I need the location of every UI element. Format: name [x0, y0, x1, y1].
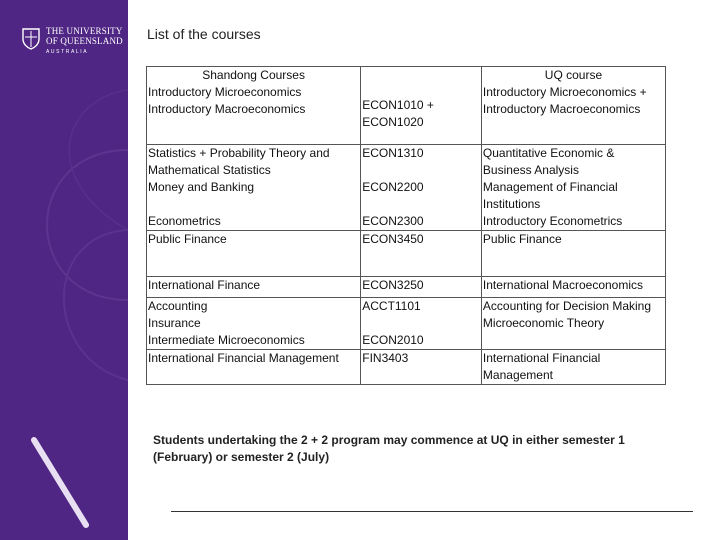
- uq-course: Quantitative Economic & Business Analysis: [482, 146, 615, 177]
- code-cell: [361, 213, 482, 231]
- header-uq: UQ course: [481, 67, 665, 85]
- course-code: ECON1310: [362, 146, 424, 160]
- logo-line-2: OF QUEENSLAND: [46, 36, 123, 46]
- logo-wordmark: [46, 26, 123, 46]
- shandong-course: Public Finance: [148, 232, 227, 246]
- uq-course: International Financial Management: [482, 351, 601, 382]
- table-row: [147, 145, 666, 214]
- course-code: ECON2200: [362, 180, 424, 194]
- uq-course: Public Finance: [482, 232, 562, 246]
- shandong-course: Accounting: [148, 299, 208, 313]
- code-cell: [361, 145, 482, 214]
- shandong-course: Introductory Microeconomics: [148, 85, 302, 99]
- course-code: ECON3450: [362, 232, 424, 246]
- code-cell: [361, 350, 482, 385]
- shandong-course: Statistics + Probability Theory and Mathematical Statistics: [148, 146, 330, 177]
- uq-course: Microeconomic Theory: [482, 316, 605, 330]
- course-code: FIN3403: [362, 351, 409, 365]
- header-shandong: Shandong Courses: [147, 67, 361, 85]
- sidebar-band: [0, 0, 128, 540]
- shandong-course: International Finance: [148, 278, 261, 292]
- uq-logo: [22, 26, 122, 60]
- code-cell: [361, 231, 482, 277]
- shandong-cell: [147, 84, 361, 145]
- uq-cell: [481, 84, 665, 145]
- table-row: [147, 213, 666, 231]
- uq-course: Introductory Microeconomics +: [482, 85, 647, 99]
- shandong-cell: [147, 298, 361, 350]
- course-code: ECON3250: [362, 278, 424, 292]
- table-row: [147, 350, 666, 385]
- course-code: ECON1010 +: [362, 98, 434, 112]
- uq-course: Introductory Econometrics: [482, 214, 623, 228]
- program-note: Students undertaking the 2 + 2 program may commence at UQ in either semester 1 (February) or semester 2 (July): [153, 433, 625, 464]
- shandong-course: Econometrics: [148, 214, 221, 228]
- crest-icon: [22, 28, 40, 50]
- shandong-course: International Financial Management: [148, 351, 339, 365]
- code-cell: [361, 298, 482, 350]
- uq-course: Management of Financial Institutions: [482, 180, 618, 211]
- table-row: [147, 277, 666, 298]
- shandong-cell: [147, 145, 361, 214]
- uq-cell: [481, 213, 665, 231]
- code-cell: [361, 277, 482, 298]
- shandong-cell: [147, 350, 361, 385]
- logo-line-1: THE UNIVERSITY: [46, 26, 123, 36]
- uq-course: Accounting for Decision Making: [482, 299, 652, 313]
- course-code: ACCT1101: [362, 299, 421, 313]
- shandong-cell: [147, 213, 361, 231]
- uq-cell: [481, 145, 665, 214]
- course-code: ECON1020: [362, 115, 424, 129]
- course-code: ECON2010: [362, 333, 424, 347]
- table-row: [147, 298, 666, 350]
- course-code: ECON2300: [362, 214, 424, 228]
- shandong-cell: [147, 277, 361, 298]
- table-row: [147, 84, 666, 145]
- table-row: [147, 67, 666, 85]
- header-code: [361, 67, 482, 85]
- shandong-cell: [147, 231, 361, 277]
- uq-course: International Macroeconomics: [482, 278, 643, 292]
- shandong-course: Intermediate Microeconomics: [148, 333, 305, 347]
- uq-cell: [481, 277, 665, 298]
- code-cell: [361, 84, 482, 145]
- uq-cell: [481, 350, 665, 385]
- table-row: [147, 231, 666, 277]
- shandong-course: Money and Banking: [148, 180, 255, 194]
- uq-cell: [481, 298, 665, 350]
- slide-title: List of the courses: [147, 26, 261, 42]
- shandong-course: Introductory Macroeconomics: [148, 102, 306, 116]
- footer-divider: [171, 511, 693, 512]
- uq-course: Introductory Macroeconomics: [482, 102, 641, 116]
- logo-country: AUSTRALIA: [46, 49, 89, 55]
- decorative-curves: [0, 0, 128, 540]
- uq-cell: [481, 231, 665, 277]
- courses-table: [146, 66, 666, 385]
- shandong-course: Insurance: [148, 316, 201, 330]
